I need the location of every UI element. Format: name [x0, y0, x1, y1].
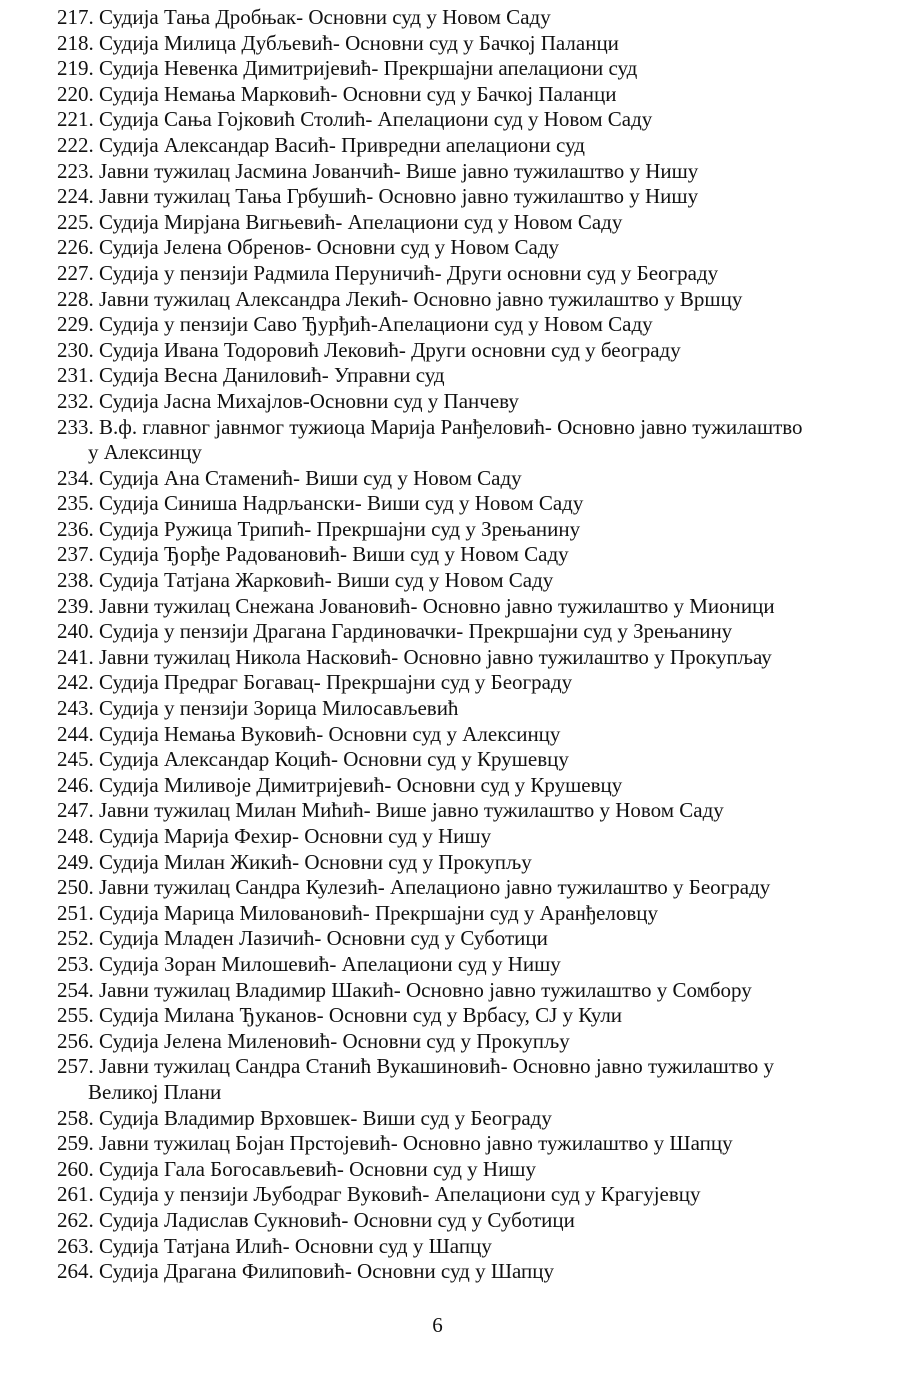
item-text: Судија Драгана Филиповић- Основни суд у Шапцу	[99, 1259, 555, 1284]
item-number: 238.	[57, 568, 94, 593]
item-number: 240.	[57, 619, 94, 644]
list-item	[57, 977, 872, 1004]
item-text: Судија Миливоје Димитријевић- Основни суд у Крушевцу	[99, 772, 623, 797]
item-text: Судија Младен Лазичић- Основни суд у Суботици	[99, 926, 548, 951]
item-number: 225.	[57, 209, 94, 234]
item-text: Судија Ђорђе Радовановић- Виши суд у Новом Саду	[99, 542, 569, 567]
item-number: 243.	[57, 696, 94, 721]
item-text: Јавни тужилац Александра Лекић- Основно јавно тужилаштво у Вршцу	[99, 286, 743, 311]
list-item	[57, 542, 872, 568]
list-item	[57, 721, 872, 748]
item-text: Судија Владимир Врховшек- Виши суд у Београду	[99, 1105, 552, 1130]
item-number: 254.	[57, 977, 94, 1002]
page-number: 6	[432, 1312, 443, 1337]
list-item	[57, 337, 872, 364]
item-number: 227.	[57, 260, 94, 285]
item-number: 228.	[57, 286, 94, 311]
item-number: 241.	[57, 644, 94, 669]
item-text: Судија Немања Марковић- Основни суд у Бачкој Паланци	[99, 81, 617, 106]
item-number: 236.	[57, 516, 94, 541]
item-number: 248.	[57, 824, 94, 848]
list-item	[57, 1207, 872, 1234]
item-text: Судија Ивана Тодоровић Лековић- Други основни суд у београду	[99, 337, 681, 362]
item-number: 244.	[57, 721, 94, 746]
item-text: Судија Зоран Милошевић- Апелациони суд у Нишу	[99, 951, 561, 976]
item-number: 217.	[57, 5, 94, 29]
list-item	[57, 747, 872, 773]
list-item	[57, 56, 872, 82]
item-text: Судија Предраг Богавац- Прекршајни суд у Београду	[99, 670, 573, 695]
item-number: 246.	[57, 772, 94, 797]
item-text: Јавни тужилац Сандра Станић Вукашиновић- Основно јавно тужилаштво у	[99, 1054, 775, 1079]
list-item	[57, 670, 872, 696]
item-number: 235.	[57, 491, 94, 516]
list-item	[57, 951, 872, 978]
item-text: Судија Александар Васић- Привредни апелациони суд	[99, 132, 585, 157]
item-text-continuation: у Алексинцу	[88, 440, 202, 465]
item-number: 249.	[57, 849, 94, 874]
item-text: Судија Синиша Надрљански- Виши суд у Новом Саду	[99, 491, 584, 516]
list-item	[57, 900, 872, 927]
item-text: Судија Александар Коцић- Основни суд у Крушевцу	[99, 747, 569, 772]
item-text: Судија Весна Даниловић- Управни суд	[99, 363, 445, 388]
item-text: Јавни тужилац Владимир Шакић- Основно јавно тужилаштво у Сомбору	[99, 977, 752, 1002]
item-number: 220.	[57, 81, 94, 106]
item-number: 232.	[57, 388, 94, 413]
item-number: 247.	[57, 798, 94, 823]
item-text: Судија у пензији Саво Ђурђић-Апелациони суд у Новом Саду	[99, 312, 653, 337]
list-item	[57, 798, 872, 824]
list-item	[57, 1156, 872, 1183]
list-item	[57, 81, 872, 108]
list-item	[57, 1259, 872, 1285]
item-text: Судија Немања Вуковић- Основни суд у Алексинцу	[99, 721, 561, 746]
list-item	[57, 875, 872, 901]
item-number: 257.	[57, 1054, 94, 1079]
list-item	[57, 1003, 872, 1029]
list-item	[57, 824, 872, 850]
item-text: Судија Сања Гојковић Столић- Апелациони суд у Новом Саду	[99, 107, 653, 132]
item-text: Јавни тужилац Бојан Прстојевић- Основно јавно тужилаштво у Шапцу	[99, 1131, 733, 1156]
item-number: 223.	[57, 158, 94, 183]
item-text: В.ф. главног јавнмог тужиоца Марија Ранђеловић- Основно јавно тужилаштво	[99, 414, 803, 439]
list-item	[57, 593, 872, 620]
list-item	[57, 286, 872, 313]
item-text: Судија Марица Миловановић- Прекршајни суд у Аранђеловцу	[99, 900, 658, 925]
item-number: 262.	[57, 1207, 94, 1232]
list-item	[57, 619, 872, 645]
list-item	[57, 107, 872, 133]
list-item	[57, 184, 872, 210]
list-item	[57, 30, 872, 57]
item-number: 255.	[57, 1003, 94, 1028]
item-text: Судија Јелена Обренов- Основни суд у Новом Саду	[99, 235, 560, 260]
item-text-continuation: Великој Плани	[88, 1079, 222, 1104]
item-number: 260.	[57, 1156, 94, 1181]
item-number: 264.	[57, 1259, 94, 1284]
list-item	[57, 1054, 872, 1105]
item-text: Јавни тужилац Милан Мићић- Више јавно тужилаштво у Новом Саду	[99, 798, 724, 823]
item-number: 230.	[57, 337, 94, 362]
item-number: 256.	[57, 1028, 94, 1053]
item-text: Судија Милан Жикић- Основни суд у Прокупљу	[99, 849, 532, 874]
list-item	[57, 388, 872, 415]
item-number: 218.	[57, 30, 94, 55]
item-text: Судија у пензији Зорица Милосављевић	[99, 696, 459, 721]
item-text: Јавни тужилац Тања Грбушић- Основно јавно тужилаштво у Нишу	[99, 184, 699, 209]
list-item	[57, 1233, 872, 1260]
list-item	[57, 235, 872, 261]
list-item	[57, 644, 872, 671]
item-text: Судија у пензији Љубодраг Вуковић- Апелациони суд у Крагујевцу	[99, 1182, 701, 1207]
item-number: 250.	[57, 875, 94, 900]
list-item	[57, 491, 872, 517]
item-number: 219.	[57, 56, 94, 81]
list-item	[57, 849, 872, 876]
item-number: 234.	[57, 465, 94, 490]
item-number: 258.	[57, 1105, 94, 1130]
list-item	[57, 465, 872, 492]
item-number: 229.	[57, 312, 94, 337]
item-number: 245.	[57, 747, 94, 772]
list-item	[57, 1182, 872, 1208]
item-text: Судија Јелена Миленовић- Основни суд у Прокупљу	[99, 1028, 570, 1053]
item-number: 221.	[57, 107, 94, 132]
item-text: Судија Невенка Димитријевић- Прекршајни апелациони суд	[99, 56, 638, 81]
item-text: Јавни тужилац Снежана Јовановић- Основно јавно тужилаштво у Мионици	[99, 593, 775, 618]
list-item	[57, 568, 872, 594]
list-item	[57, 516, 872, 543]
list-item	[57, 772, 872, 799]
item-number: 233.	[57, 414, 94, 439]
list-item	[57, 1131, 872, 1157]
list-item	[57, 363, 872, 389]
list-item	[57, 132, 872, 159]
item-number: 253.	[57, 951, 94, 976]
item-number: 263.	[57, 1233, 94, 1258]
list-item	[57, 158, 872, 185]
item-text: Судија Милица Дубљевић- Основни суд у Бачкој Паланци	[99, 30, 619, 55]
list-item	[57, 5, 872, 31]
item-number: 251.	[57, 900, 94, 925]
item-text: Судија Гала Богосављевић- Основни суд у Нишу	[99, 1156, 536, 1181]
item-number: 224.	[57, 184, 94, 209]
list-item	[57, 209, 872, 236]
item-text: Судија Татјана Илић- Основни суд у Шапцу	[99, 1233, 492, 1258]
item-text: Јавни тужилац Сандра Кулезић- Апелационо јавно тужилаштво у Београду	[99, 875, 771, 900]
list-item	[57, 926, 872, 952]
item-number: 259.	[57, 1131, 94, 1156]
item-number: 261.	[57, 1182, 94, 1207]
list-item	[57, 414, 872, 466]
item-text: Судија Ана Стаменић- Виши суд у Новом Саду	[99, 465, 522, 490]
item-text: Судија Ружица Трипић- Прекршајни суд у Зрењанину	[99, 516, 581, 541]
item-text: Судија у пензији Драгана Гардиновачки- Прекршајни суд у Зрењанину	[99, 619, 733, 644]
item-text: Јавни тужилац Јасмина Јованчић- Више јавно тужилаштво у Нишу	[99, 158, 699, 183]
item-number: 222.	[57, 132, 94, 157]
item-text: Судија у пензији Радмила Перуничић- Други основни суд у Београду	[99, 260, 719, 285]
item-number: 237.	[57, 542, 94, 567]
item-text: Судија Тања Дробњак- Основни суд у Новом Саду	[99, 5, 551, 29]
item-number: 252.	[57, 926, 94, 951]
item-number: 242.	[57, 670, 94, 695]
item-text: Јавни тужилац Никола Насковић- Основно јавно тужилаштво у Прокупљау	[99, 644, 772, 669]
list-item	[57, 1105, 872, 1132]
list-item	[57, 260, 872, 287]
item-text: Судија Марија Фехир- Основни суд у Нишу	[99, 824, 492, 848]
item-text: Судија Ладислав Сукновић- Основни суд у Суботици	[99, 1207, 575, 1232]
item-text: Судија Милана Ђуканов- Основни суд у Врбасу, СЈ у Кули	[99, 1003, 623, 1028]
item-number: 231.	[57, 363, 94, 388]
item-text: Судија Мирјана Вигњевић- Апелациони суд у Новом Саду	[99, 209, 623, 234]
item-number: 239.	[57, 593, 94, 618]
item-text: Судија Јасна Михајлов-Основни суд у Панчеву	[99, 388, 519, 413]
list-item	[57, 696, 872, 722]
item-number: 226.	[57, 235, 94, 260]
item-text: Судија Татјана Жарковић- Виши суд у Новом Саду	[99, 568, 554, 593]
list-item	[57, 312, 872, 338]
list-item	[57, 1028, 872, 1055]
